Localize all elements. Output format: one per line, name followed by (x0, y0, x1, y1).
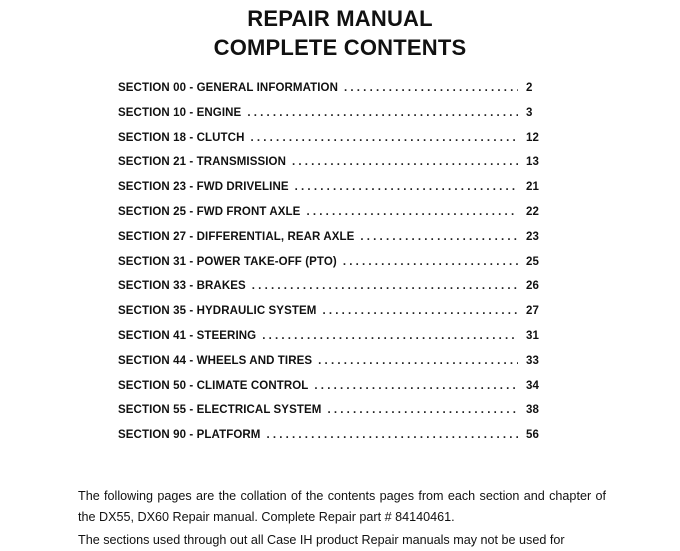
dot-leader (344, 82, 518, 94)
dot-leader (314, 380, 518, 392)
dot-leader (343, 256, 518, 268)
toc-row[interactable] (118, 256, 548, 281)
toc-page-number: 2 (526, 82, 533, 94)
toc-row[interactable] (118, 107, 548, 132)
toc-page-number: 21 (526, 181, 539, 194)
dot-leader (292, 156, 518, 168)
toc-section-label: SECTION 50 - CLIMATE CONTROL (118, 379, 309, 392)
toc-row[interactable] (118, 355, 548, 380)
toc-row[interactable] (118, 181, 548, 206)
table-of-contents (118, 82, 548, 454)
toc-page-number: 26 (526, 280, 539, 293)
toc-section-label: SECTION 41 - STEERING (118, 329, 257, 342)
toc-section-label: SECTION 10 - ENGINE (118, 106, 242, 119)
toc-row[interactable] (118, 280, 548, 305)
toc-row[interactable] (118, 156, 548, 181)
toc-section-label: SECTION 00 - GENERAL INFORMATION (118, 82, 339, 94)
toc-section-label: SECTION 27 - DIFFERENTIAL, REAR AXLE (118, 230, 355, 243)
toc-page-number: 34 (526, 379, 539, 392)
toc-row[interactable] (118, 132, 548, 157)
toc-section-label: SECTION 33 - BRAKES (118, 280, 246, 293)
toc-section-label: SECTION 31 - POWER TAKE-OFF (PTO) (118, 255, 337, 268)
toc-page-number: 38 (526, 404, 539, 417)
toc-page-number: 31 (526, 329, 539, 342)
toc-row[interactable] (118, 82, 548, 107)
toc-page-number: 13 (526, 156, 539, 169)
dot-leader (266, 429, 518, 441)
toc-page-number: 25 (526, 255, 539, 268)
toc-page-number: 3 (526, 106, 533, 119)
toc-page-number: 27 (526, 305, 539, 318)
toc-section-label: SECTION 55 - ELECTRICAL SYSTEM (118, 404, 322, 417)
toc-page-number: 22 (526, 205, 539, 218)
toc-page-number: 33 (526, 354, 539, 367)
dot-leader (262, 330, 518, 342)
dot-leader (252, 280, 518, 292)
toc-row[interactable] (118, 404, 548, 429)
toc-section-label: SECTION 90 - PLATFORM (118, 429, 261, 442)
document-title-line1: REPAIR MANUAL (247, 6, 433, 31)
toc-row[interactable] (118, 305, 548, 330)
toc-row[interactable] (118, 206, 548, 231)
dot-leader (247, 107, 518, 119)
toc-row[interactable] (118, 380, 548, 405)
sections-note-paragraph: The sections used through out all Case IH product Repair manuals may not be used for (78, 533, 565, 547)
toc-page-number: 23 (526, 230, 539, 243)
intro-paragraph: The following pages are the collation of the contents pages from each section and chapter of the DX55, DX60 Repair manual. Complete Repair part # 84140461. (78, 489, 606, 524)
toc-section-label: SECTION 35 - HYDRAULIC SYSTEM (118, 305, 317, 318)
document-title-line2: COMPLETE CONTENTS (213, 35, 467, 60)
toc-section-label: SECTION 44 - WHEELS AND TIRES (118, 354, 313, 367)
toc-section-label: SECTION 21 - TRANSMISSION (118, 156, 286, 169)
dot-leader (327, 404, 518, 416)
toc-row[interactable] (118, 231, 548, 256)
toc-section-label: SECTION 25 - FWD FRONT AXLE (118, 205, 301, 218)
toc-section-label: SECTION 23 - FWD DRIVELINE (118, 181, 289, 194)
dot-leader (295, 181, 518, 193)
dot-leader (322, 305, 518, 317)
dot-leader (360, 231, 518, 243)
toc-row[interactable] (118, 429, 548, 454)
toc-page-number: 12 (526, 131, 539, 144)
toc-section-label: SECTION 18 - CLUTCH (118, 131, 245, 144)
dot-leader (306, 206, 518, 218)
toc-row[interactable] (118, 330, 548, 355)
dot-leader (318, 355, 518, 367)
toc-page-number: 56 (526, 429, 539, 442)
dot-leader (251, 132, 519, 144)
